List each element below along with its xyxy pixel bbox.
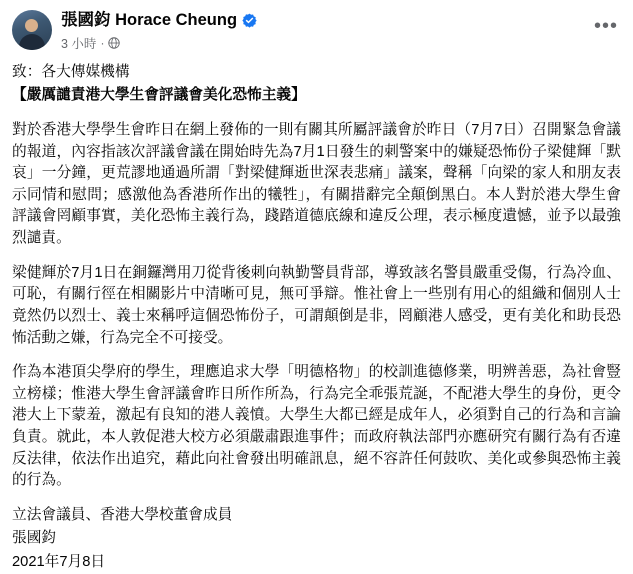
post-body [12, 62, 621, 574]
avatar-body [19, 34, 45, 50]
post-timestamp[interactable]: 3 小時 [61, 36, 97, 51]
post-paragraph-addressee: 致：各大傳媒機構 [12, 63, 130, 80]
post-signature-date: 2021年7月8日 [12, 553, 106, 570]
author-line [61, 11, 591, 31]
post-signature-title: 立法會議員、香港大學校董會成員 [12, 506, 233, 523]
post-paragraph-3: 作為本港頂尖學府的學生，理應追求大學「明德格物」的校訓進德修業，明辨善惡，為社會豎立榜樣；惟港大學生會評議會昨日所作所為，行為完全乖張荒誕，不配港大學生的身份，更令港大上下蒙羞，激起有良知的港人義憤。大學生大都已經是成年人，必須對自己的行為和言論負責。就此，本人敦促港大校方必須嚴肅跟進事件；而政府執法部門亦應研究有關行為有否違反法律，依法作出追究，藉此向社會發出明確訊息，絕不容許任何鼓吹、美化或參與恐怖主義的行為。 [12, 364, 621, 489]
post-paragraph-2: 梁健輝於7月1日在銅鑼灣用刀從背後刺向執勤警員背部，導致該名警員嚴重受傷，行為冷血、可恥，有關行徑在相關影片中清晰可見，無可爭辯。惟社會上一些別有用心的組織和個別人士竟然仍以烈士、義士來稱呼這個恐怖份子，可謂顛倒是非，罔顧港人感受，更有美化和助長恐怖活動之嫌，行為完全不可接受。 [12, 264, 621, 346]
post-header-text [61, 10, 591, 52]
avatar-head [25, 19, 38, 32]
verified-badge-icon [242, 13, 257, 28]
globe-icon[interactable] [108, 37, 120, 49]
avatar[interactable] [12, 10, 52, 50]
meta-separator: · [100, 35, 105, 50]
post-paragraph-headline: 【嚴厲譴責港大學生會評議會美化恐怖主義】 [12, 87, 306, 104]
post-options-menu-icon[interactable] [591, 11, 621, 41]
post-header [12, 10, 621, 52]
post-paragraph-1: 對於香港大學學生會昨日在網上發佈的一則有關其所屬評議會於昨日（7月7日）召開緊急會議的報道，內容指該次評議會議在開始時先為7月1日發生的刺警案中的嫌疑恐怖份子梁健輝「默哀」一分鐘，更荒謬地通過所謂「對梁健輝逝世深表悲痛」議案，聲稱「向梁的家人和朋友表示同情和慰問；感激他為香港所作出的犧牲」，有關措辭完全顛倒黑白。本人對於港大學生會評議會罔顧事實，美化恐怖主義行為，踐踏道德底線和違反公理，表示極度遺憾，並予以最強烈譴責。 [12, 122, 621, 247]
post-signature-name: 張國鈞 [12, 530, 57, 547]
post-options-dots: ••• [593, 15, 618, 37]
post-meta [61, 34, 591, 52]
author-name[interactable]: 張國鈞 Horace Cheung [61, 11, 238, 29]
